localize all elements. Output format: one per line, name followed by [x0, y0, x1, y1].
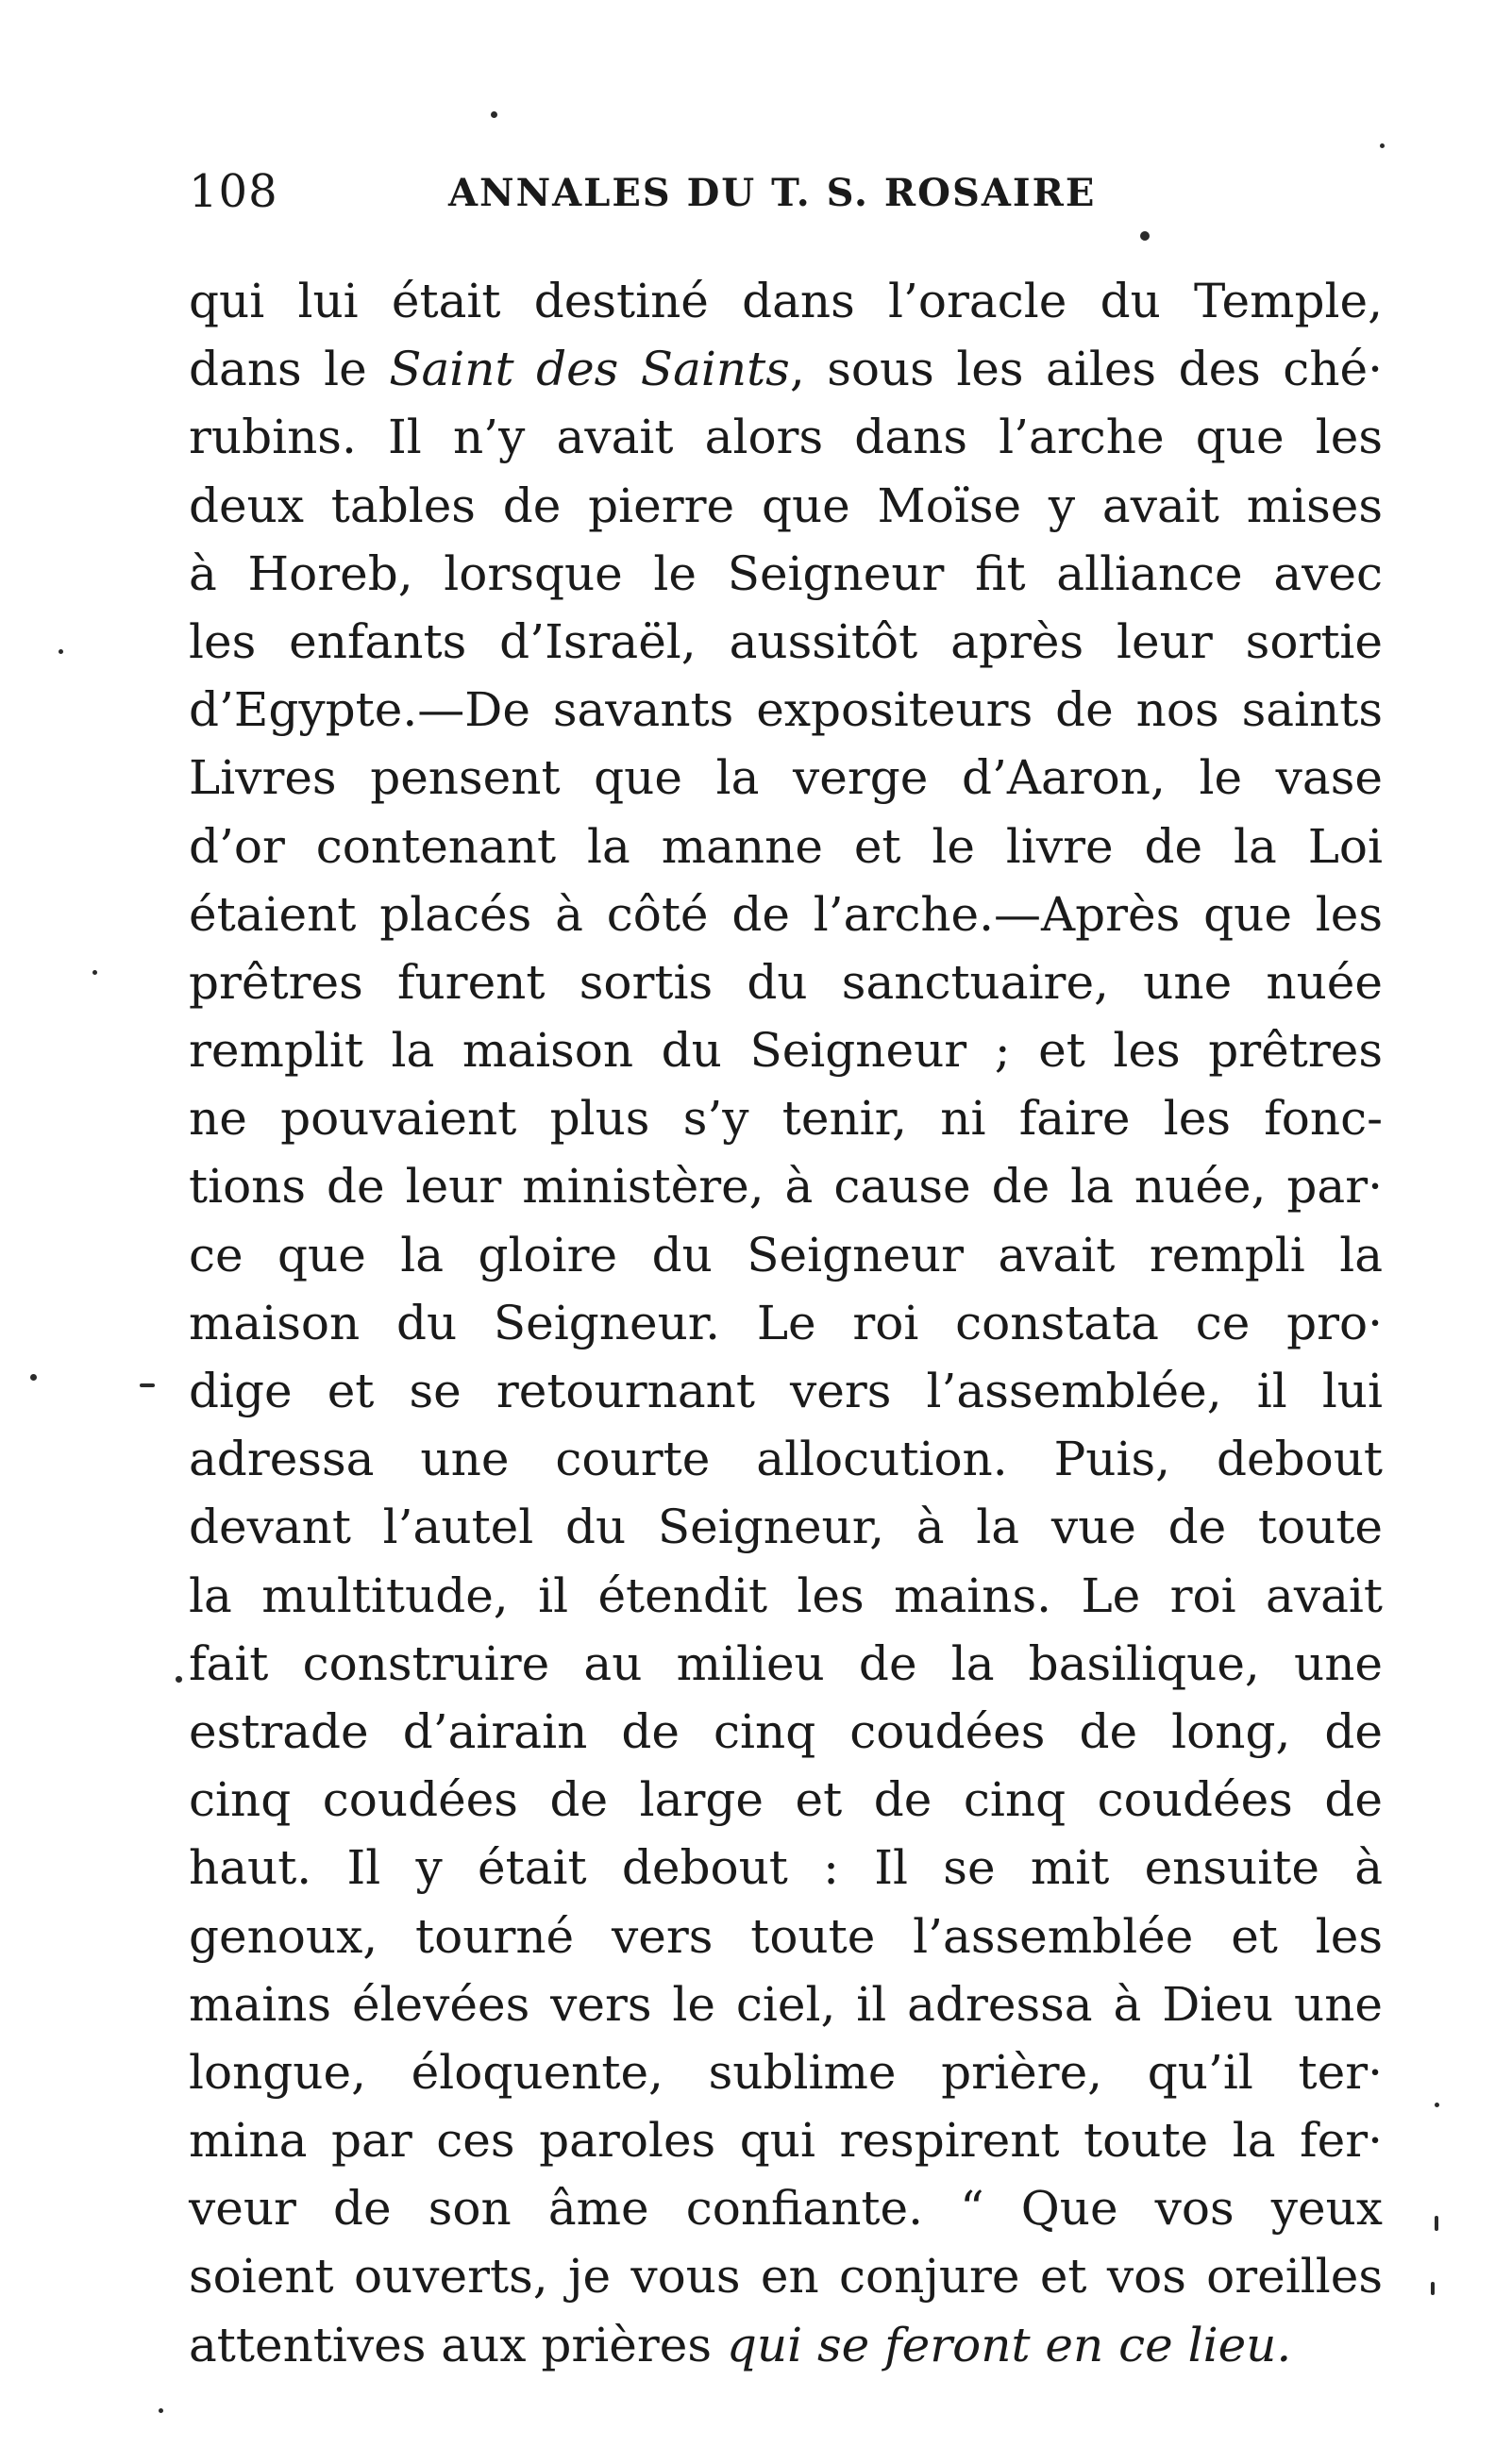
text-segment: d’Egypte.—De savants expositeurs de nos saints	[189, 682, 1383, 738]
text-segment: dige et se retournant vers l’assemblée, il lui	[189, 1364, 1383, 1418]
text-segment: dans le	[189, 342, 390, 397]
text-segment: ce que la gloire du Seigneur avait rempli la	[189, 1227, 1383, 1282]
text-line	[189, 335, 1383, 403]
scan-speck	[30, 1374, 37, 1381]
text-line	[189, 880, 1383, 948]
text-segment: d’or contenant la manne et le livre de la Loi	[189, 818, 1383, 874]
running-head: ANNALES DU T. S. ROSAIRE	[448, 171, 1097, 215]
text-segment: ne pouvaient plus s’y tenir, ni faire les fonc-	[189, 1091, 1383, 1147]
text-line	[189, 472, 1383, 540]
text-line	[189, 948, 1383, 1016]
text-segment: haut. Il y était debout : Il se mit ensuite à	[189, 1840, 1383, 1896]
text-segment: cinq coudées de large et de cinq coudées de	[189, 1772, 1383, 1828]
text-line	[189, 1152, 1383, 1220]
text-line	[189, 1357, 1383, 1425]
text-line	[189, 2242, 1383, 2310]
text-segment: maison du Seigneur. Le roi constata ce pro·	[189, 1295, 1383, 1350]
scan-speck	[92, 970, 97, 975]
scan-speck	[1435, 2216, 1438, 2231]
text-line	[189, 1630, 1383, 1698]
text-line	[189, 1562, 1383, 1630]
text-line	[189, 1493, 1383, 1561]
text-segment: veur de son âme confiante. “ Que vos yeux	[189, 2181, 1383, 2237]
text-line	[189, 1698, 1383, 1766]
text-segment: rubins. Il n’y avait alors dans l’arche que les	[189, 410, 1383, 465]
text-segment: estrade d’airain de cinq coudées de long, de	[189, 1703, 1383, 1759]
text-line	[189, 2038, 1383, 2106]
text-line	[189, 403, 1383, 471]
text-line	[189, 540, 1383, 608]
text-line	[189, 1221, 1383, 1289]
text-line	[189, 2106, 1383, 2174]
text-segment: la multitude, il étendit les mains. Le roi avait	[189, 1567, 1383, 1623]
text-line	[189, 1970, 1383, 2038]
text-segment: les enfants d’Israël, aussitôt après leur sortie	[189, 613, 1383, 669]
text-line	[189, 1834, 1383, 1902]
scan-speck	[140, 1383, 155, 1387]
text-line	[189, 1766, 1383, 1834]
text-segment: prêtres furent sortis du sanctuaire, une nuée	[189, 954, 1383, 1010]
italic-text: Saint des Saints	[389, 342, 790, 397]
text-segment: qui lui était destiné dans l’oracle du Temple,	[189, 274, 1383, 328]
text-line	[189, 813, 1383, 880]
text-segment: longue, éloquente, sublime prière, qu’il ter·	[189, 2044, 1383, 2100]
scan-speck	[491, 111, 497, 118]
text-segment: genoux, tourné vers toute l’assemblée et les	[189, 1908, 1383, 1964]
text-line	[189, 1425, 1383, 1493]
text-segment: mains élevées vers le ciel, il adressa à Dieu une	[189, 1976, 1383, 2032]
text-segment: deux tables de pierre que Moïse y avait mises	[189, 478, 1383, 533]
scan-speck	[1140, 231, 1150, 241]
scan-speck	[1431, 2282, 1435, 2295]
text-segment: étaient placés à côté de l’arche.—Après que les	[189, 886, 1383, 942]
text-line	[189, 2311, 1383, 2379]
scan-speck	[1380, 143, 1385, 148]
text-line	[189, 1902, 1383, 1970]
page-header	[189, 159, 1170, 225]
text-segment: , sous les ailes des ché·	[789, 342, 1383, 397]
text-line	[189, 1084, 1383, 1152]
text-line	[189, 1289, 1383, 1357]
text-line	[189, 2174, 1383, 2242]
text-line	[189, 1016, 1383, 1084]
text-segment: attentives aux prières	[189, 2317, 727, 2372]
text-segment: mina par ces paroles qui respirent toute la fer·	[189, 2113, 1383, 2169]
scan-speck	[1435, 2103, 1439, 2107]
text-segment: soient ouverts, je vous en conjure et vos oreilles	[189, 2249, 1383, 2305]
text-segment: fait construire au milieu de la basilique, une	[189, 1635, 1383, 1691]
scan-speck	[59, 649, 63, 654]
text-line	[189, 267, 1383, 335]
italic-text: qui se feront en ce lieu.	[726, 2317, 1292, 2372]
text-segment: adressa une courte allocution. Puis, debout	[189, 1432, 1383, 1487]
text-segment: à Horeb, lorsque le Seigneur fit alliance avec	[189, 545, 1383, 601]
page-number: 108	[189, 165, 278, 218]
scan-speck	[176, 1676, 182, 1683]
body-text	[189, 267, 1383, 2379]
text-segment: tions de leur ministère, à cause de la nuée, par·	[189, 1159, 1383, 1215]
text-line	[189, 608, 1383, 676]
text-segment: devant l’autel du Seigneur, à la vue de toute	[189, 1500, 1383, 1555]
text-line	[189, 744, 1383, 812]
text-segment: remplit la maison du Seigneur ; et les prêtres	[189, 1023, 1383, 1079]
text-segment: Livres pensent que la verge d’Aaron, le vase	[189, 750, 1383, 806]
scan-speck	[159, 2408, 163, 2413]
text-line	[189, 676, 1383, 744]
